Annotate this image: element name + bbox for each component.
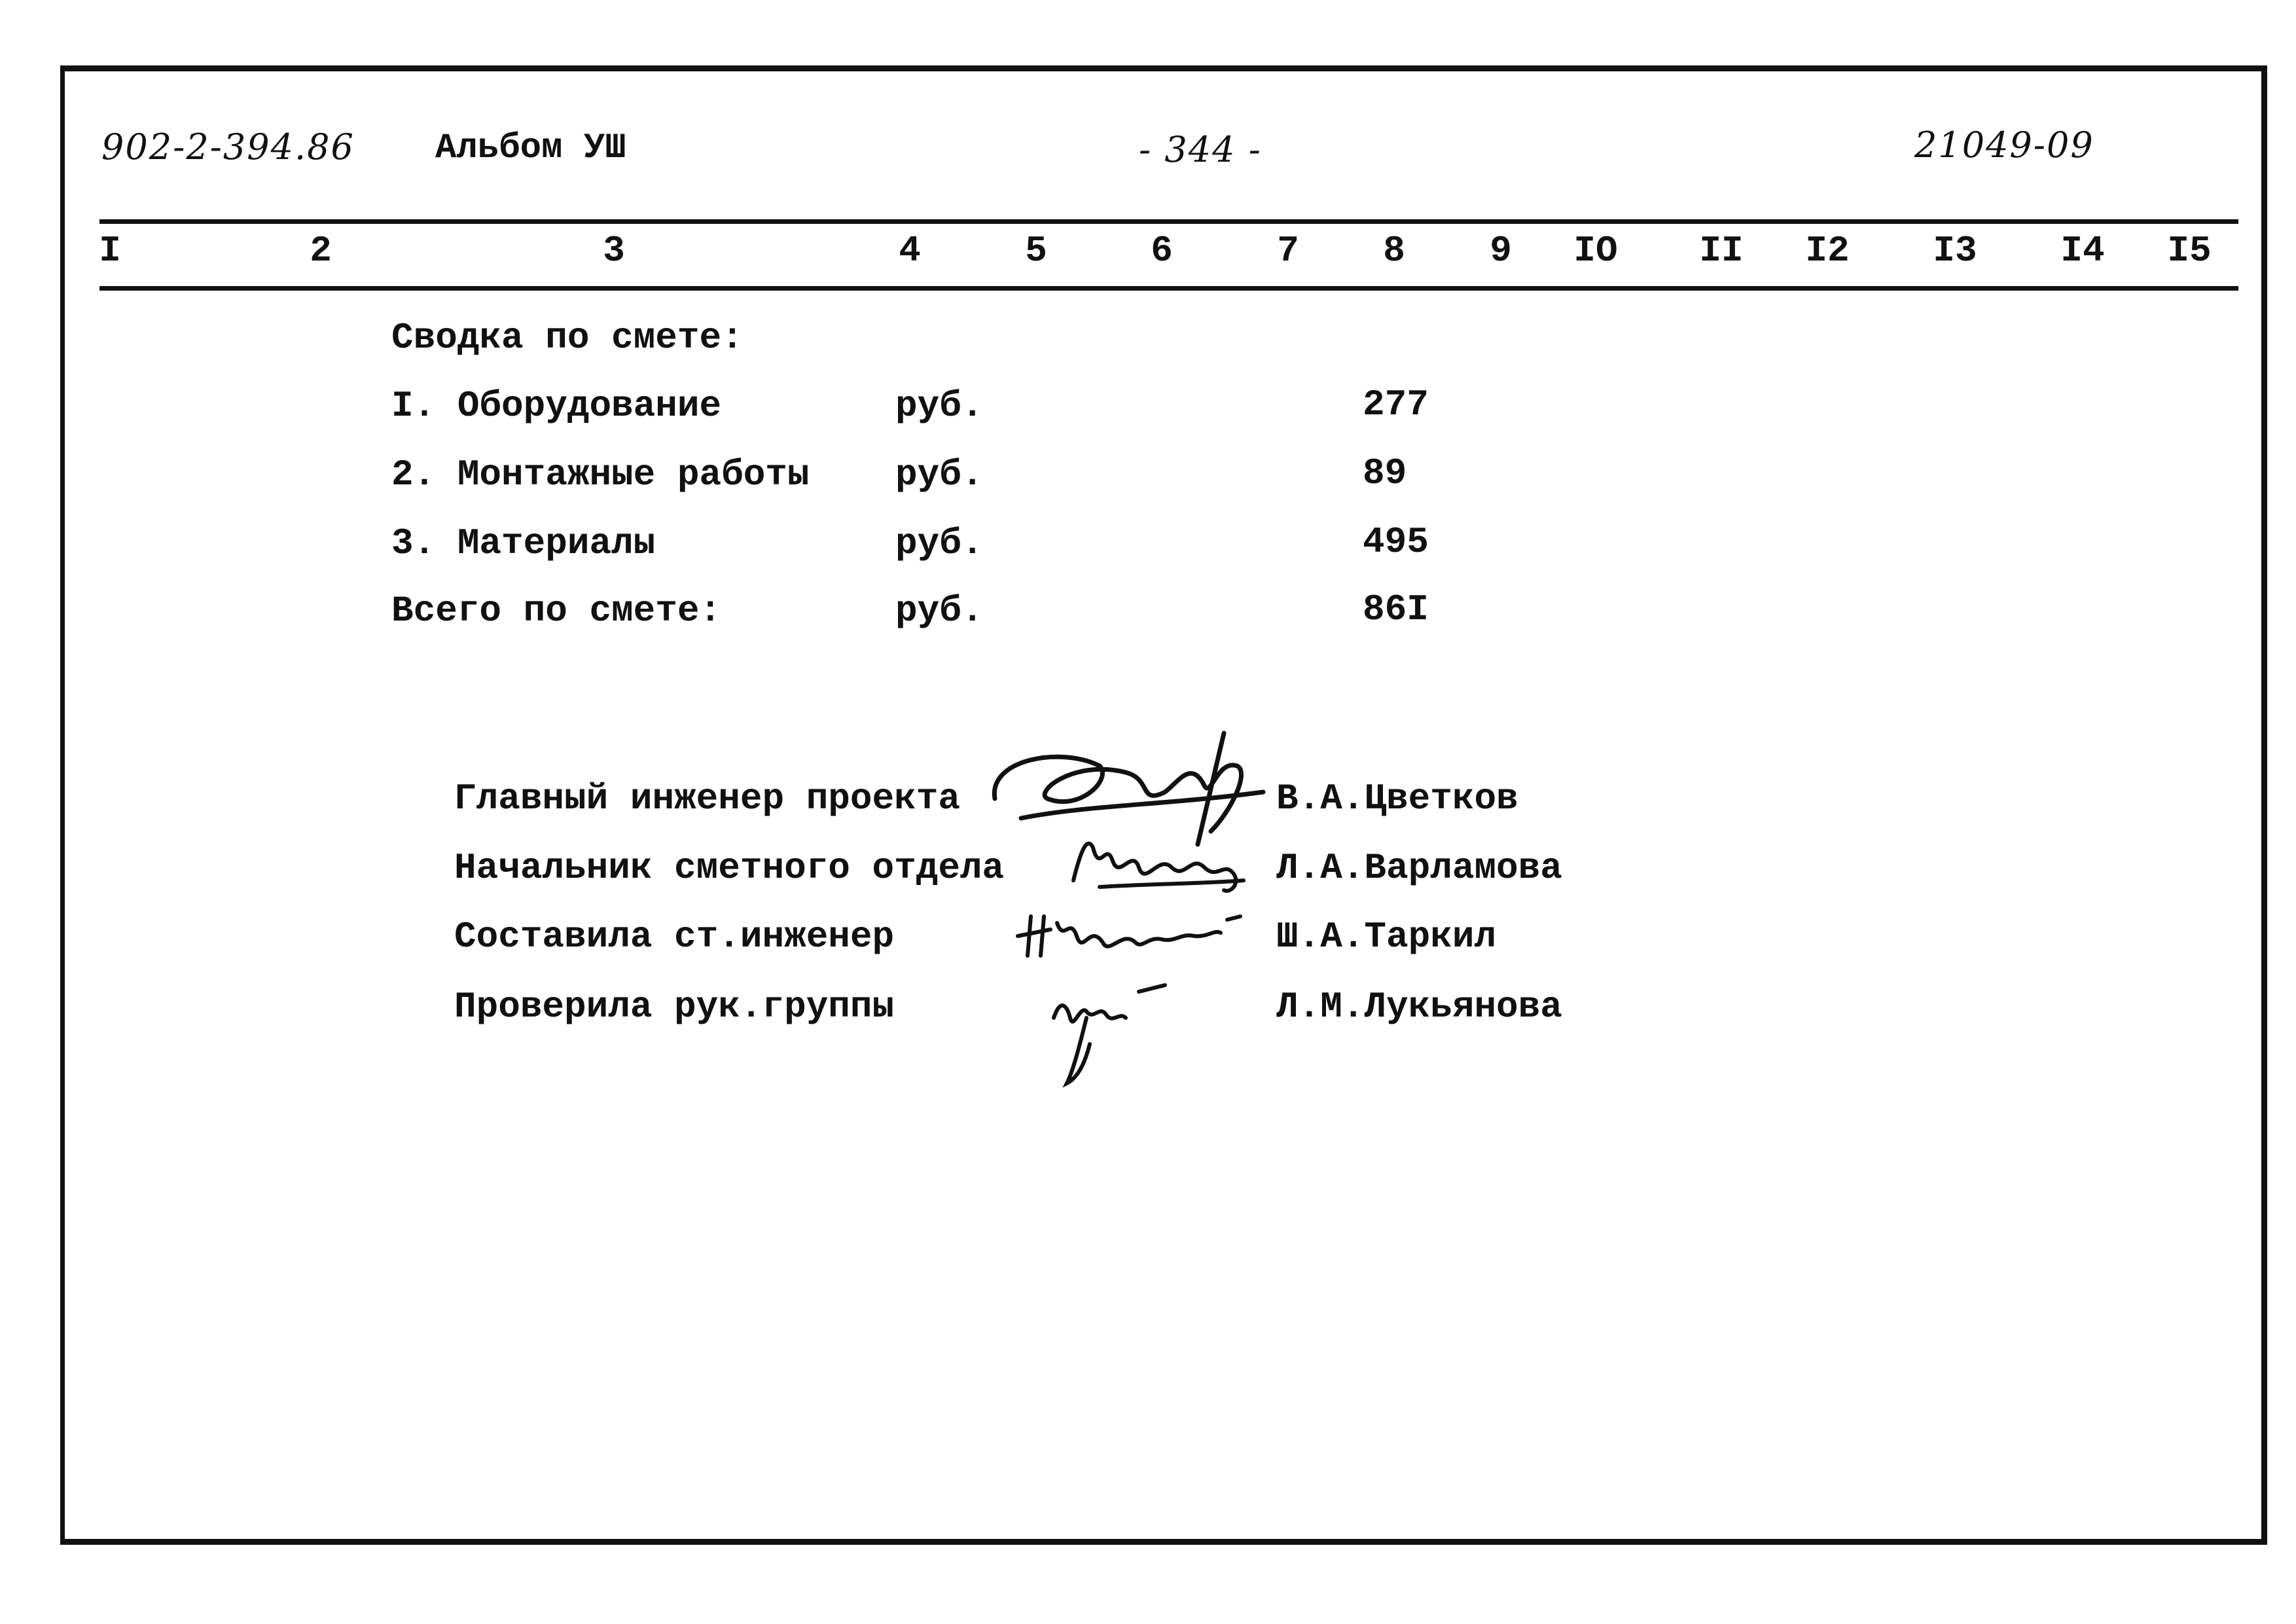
sheet-code: 21049-09: [1914, 124, 2094, 166]
column-number: 5: [1025, 230, 1047, 272]
signature-role: Составила ст.инженер: [454, 916, 895, 958]
summary-row-label: 2. Монтажные работы: [391, 454, 810, 496]
column-number: I3: [1933, 230, 1977, 272]
signature-role: Проверила рук.группы: [454, 986, 895, 1028]
column-number: 6: [1151, 230, 1173, 272]
column-number: I: [99, 230, 121, 272]
signature-role: Начальник сметного отдела: [454, 847, 1005, 889]
summary-row-value: 89: [1363, 452, 1407, 494]
summary-row-value: 277: [1363, 384, 1429, 425]
signature-name: Л.А.Варламова: [1276, 847, 1562, 889]
summary-total-unit: руб.: [895, 590, 984, 632]
column-number: I4: [2060, 230, 2105, 272]
handwritten-signature-3: [1011, 897, 1247, 975]
column-number: 7: [1277, 230, 1299, 272]
signature-name: Л.М.Лукьянова: [1276, 986, 1562, 1028]
summary-row-unit: руб.: [895, 454, 984, 496]
header-rule-top: [99, 219, 2238, 224]
column-number: 8: [1383, 230, 1405, 272]
handwritten-signature-4: [1041, 965, 1191, 1090]
summary-row-value: 495: [1363, 521, 1429, 563]
column-number: 4: [899, 230, 921, 272]
summary-total-label: Всего по смете:: [391, 590, 722, 632]
summary-row-unit: руб.: [895, 385, 984, 427]
column-number: 2: [310, 230, 332, 272]
signature-role: Главный инженер проекта: [454, 778, 960, 820]
album-label: Альбом УШ: [435, 128, 626, 168]
column-number: I5: [2167, 230, 2212, 272]
doc-code: 902-2-394.86: [101, 126, 355, 168]
page-number: - 344 -: [1139, 129, 1262, 170]
summary-row-label: I. Оборудование: [391, 385, 722, 427]
signature-name: Ш.А.Таркил: [1276, 916, 1497, 958]
column-number: 9: [1490, 230, 1512, 272]
summary-row-label: 3. Материалы: [391, 522, 656, 564]
column-number: IO: [1573, 230, 1618, 272]
summary-row-unit: руб.: [895, 522, 984, 564]
signature-name: В.А.Цветков: [1276, 778, 1518, 820]
header-rule-bottom: [99, 286, 2238, 291]
column-number: 3: [603, 230, 625, 272]
column-number: I2: [1805, 230, 1850, 272]
summary-total-value: 86I: [1363, 588, 1429, 630]
handwritten-signature-2: [1060, 828, 1257, 900]
column-number: II: [1699, 230, 1744, 272]
summary-title: Сводка по смете:: [391, 317, 744, 359]
